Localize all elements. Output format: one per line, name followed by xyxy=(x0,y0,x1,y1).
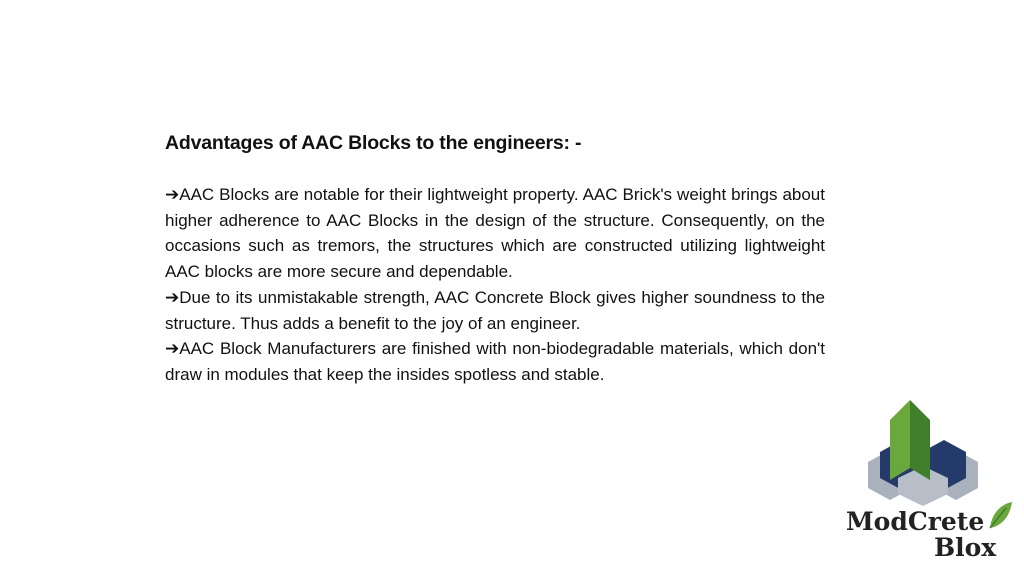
advantage-paragraph-1 xyxy=(165,182,825,285)
advantage-text-1: AAC Blocks are notable for their lightweight property. AAC Brick's weight brings about higher adherence to AAC Blocks in the design of the structure. Consequently, on the occasions such as tremors, the structures which are constructed utilizing lightweight AAC blocks are more secure and dependable. xyxy=(165,185,825,282)
arrow-icon: ➔ xyxy=(165,339,180,359)
advantage-paragraph-2 xyxy=(165,285,825,336)
advantage-text-2: Due to its unmistakable strength, AAC Concrete Block gives higher soundness to the structure. Thus adds a benefit to the joy of an engineer. xyxy=(165,287,825,333)
advantage-text-3: AAC Block Manufacturers are finished with non-biodegradable materials, which don't draw in modules that keep the insides spotless and stable. xyxy=(165,339,825,384)
logo-line2: Blox xyxy=(934,533,997,562)
slide-heading: Advantages of AAC Blocks to the engineers: - xyxy=(165,132,582,154)
logo-green-arrow-right xyxy=(910,400,930,480)
logo-line1: ModCrete xyxy=(846,507,985,536)
logo-green-arrow-left xyxy=(890,400,910,480)
arrow-icon: ➔ xyxy=(165,287,180,307)
advantage-paragraph-3 xyxy=(165,336,825,387)
slide-content xyxy=(165,128,825,388)
arrow-icon: ➔ xyxy=(165,185,180,204)
modcrete-blox-logo xyxy=(840,398,1016,564)
